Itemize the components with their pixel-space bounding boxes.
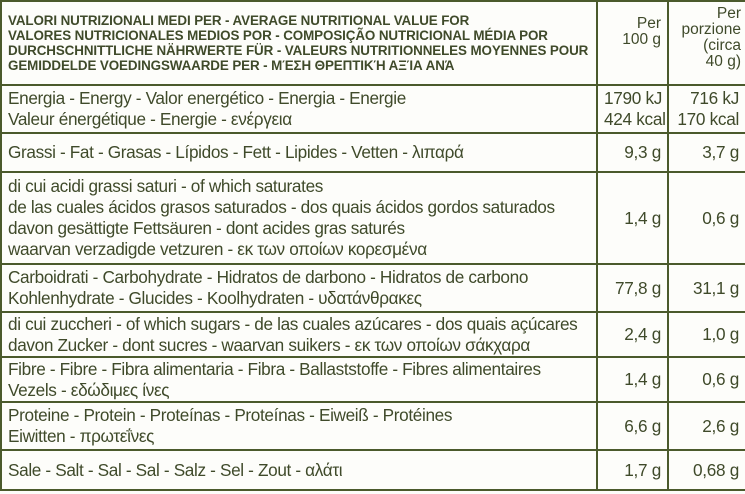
row-per100 (597, 402, 668, 450)
table-row-fat (1, 133, 745, 172)
value-line: 9,3 g (624, 142, 661, 162)
row-label-line: davon Zucker - dont sucres - waarvan suikers - εκ των οποίων σάκχαρα (8, 334, 530, 355)
value-line: 1790 kJ (604, 88, 663, 108)
header-portion-line: porzione (681, 21, 741, 38)
value-line: 31,1 g (693, 277, 739, 298)
value-line: 1,4 g (624, 207, 661, 228)
row-label-line: Grassi - Fat - Grasas - Lípidos - Fett - Lipides - Vetten - λιπαρά (8, 142, 464, 162)
header-per100 (597, 1, 668, 85)
row-portion (668, 172, 745, 264)
row-label-line: Proteine - Protein - Proteínas - Proteínas - Eiweiß - Protéines (8, 405, 453, 425)
row-portion (668, 312, 745, 357)
row-label-line: davon gesättigte Fettsäuren - dont acides gras saturés (8, 218, 405, 238)
row-label (1, 172, 597, 264)
value-line: 6,6 g (624, 415, 661, 436)
table-row-energy (1, 85, 745, 133)
table-row-carbohydrate (1, 264, 745, 312)
row-label (1, 312, 597, 357)
table-row-protein (1, 402, 745, 450)
value-line: 1,7 g (624, 459, 661, 480)
value-line: 1,4 g (624, 369, 661, 389)
row-label-line: Vezels - εδώδιμες ίνες (8, 379, 170, 400)
row-per100 (597, 172, 668, 264)
table-row-saturates (1, 172, 745, 264)
table-row-fibre (1, 357, 745, 402)
row-label-line: di cui zuccheri - of which sugars - de las cuales azúcares - dos quais açúcares (8, 313, 578, 334)
row-label-line: de las cuales ácidos grasos saturados - dos quais ácidos gordos saturados (8, 197, 555, 217)
header-label (1, 1, 597, 85)
row-portion (668, 133, 745, 172)
header-label-line: GEMIDDELDE VOEDINGSWAARDE PER - ΜΈΣΗ ΘΡΕΠΤΙΚΉ ΑΞΊΑ ΑΝΆ (8, 58, 455, 73)
row-portion (668, 85, 745, 133)
row-portion (668, 357, 745, 402)
row-portion (668, 402, 745, 450)
header-portion-line: Per (716, 5, 741, 22)
row-portion (668, 450, 745, 490)
row-label-line: Fibre - Fibre - Fibra alimentaria - Fibra - Ballaststoffe - Fibres alimentaires (8, 358, 541, 379)
table-row-sugars (1, 312, 745, 357)
header-portion-line: (circa (703, 37, 741, 54)
row-label (1, 357, 597, 402)
value-line: 716 kJ (690, 88, 739, 108)
row-label-line: waarvan verzadigde vetzuren - εκ των οποίων κορεσμένα (8, 239, 427, 259)
value-line: 2,4 g (624, 324, 661, 344)
row-label-line: Kohlenhydrate - Glucides - Koolhydraten - υδατάνθρακες (8, 288, 422, 308)
row-label-line: di cui acidi grassi saturi - of which saturates (8, 176, 324, 196)
header-portion (668, 1, 745, 85)
row-per100 (597, 357, 668, 402)
row-per100 (597, 264, 668, 312)
header-row (1, 1, 745, 85)
row-label-line: Energia - Energy - Valor energético - Energia - Energie (8, 88, 406, 108)
value-line: 0,6 g (702, 369, 739, 389)
row-portion (668, 264, 745, 312)
row-label-line: Carboidrati - Carbohydrate - Hidratos de darbono - Hidratos de carbono (8, 267, 529, 287)
row-label (1, 402, 597, 450)
row-label (1, 450, 597, 490)
header-per100-line: Per (636, 15, 661, 32)
row-label-line: Valeur énergétique - Energie - ενέργεια (8, 109, 292, 129)
row-label-line: Sale - Salt - Sal - Sal - Salz - Sel - Zout - αλάτι (8, 459, 343, 480)
value-line: 424 kcal (604, 109, 666, 129)
row-label-line: Eiwitten - πρωτεΐνες (8, 426, 155, 446)
value-line: 0,6 g (702, 207, 739, 228)
value-line: 0,68 g (693, 459, 739, 480)
row-label (1, 133, 597, 172)
value-line: 1,0 g (702, 324, 739, 344)
header-portion-line: 40 g) (705, 53, 741, 70)
header-per100-line: 100 g (622, 31, 661, 48)
row-label (1, 85, 597, 133)
header-label-line: DURCHSCHNITTLICHE NÄHRWERTE FÜR - VALEURS NUTRITIONNELES MOYENNES POUR (8, 43, 589, 58)
row-label (1, 264, 597, 312)
row-per100 (597, 85, 668, 133)
table-row-salt (1, 450, 745, 490)
value-line: 3,7 g (702, 142, 739, 162)
value-line: 2,6 g (702, 415, 739, 436)
row-per100 (597, 450, 668, 490)
value-line: 170 kcal (677, 109, 739, 129)
row-per100 (597, 312, 668, 357)
header-label-line: VALORES NUTRICIONALES MEDIOS POR - COMPOSIÇÃO NUTRICIONAL MÉDIA POR (8, 28, 548, 43)
row-per100 (597, 133, 668, 172)
header-label-line: VALORI NUTRIZIONALI MEDI PER - AVERAGE NUTRITIONAL VALUE FOR (8, 13, 470, 28)
value-line: 77,8 g (615, 277, 661, 298)
